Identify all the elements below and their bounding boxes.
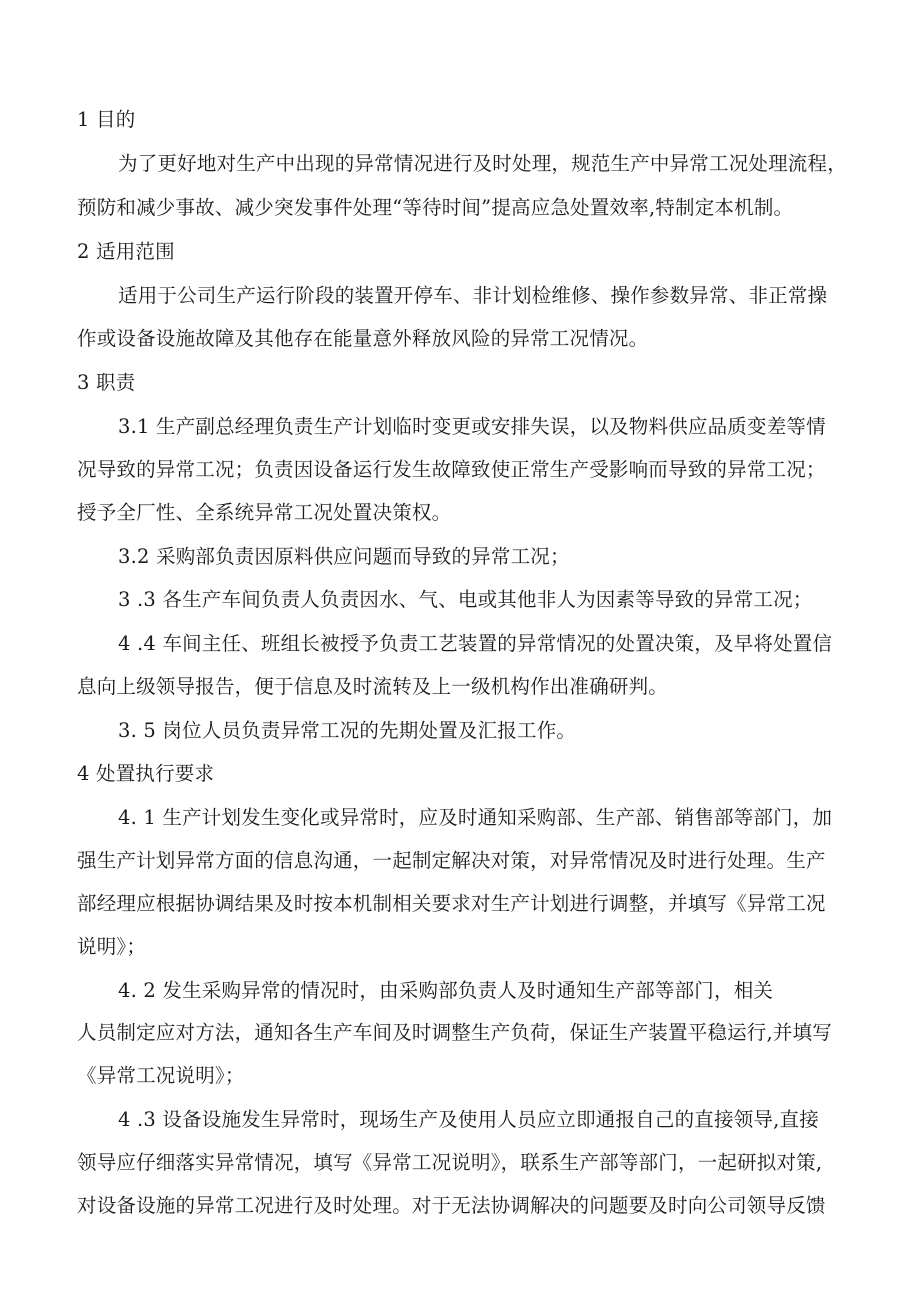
- section-heading-1: 1 目的: [77, 108, 136, 131]
- paragraph-line: 作或设备设施故障及其他存在能量意外释放风险的异常工况情况。: [77, 327, 649, 350]
- paragraph-line: 说明》；: [77, 935, 147, 958]
- paragraph-line: 3 .3 各生产车间负责人负责因水、气、电或其他非人为因素等导致的异常工况；: [118, 588, 813, 611]
- paragraph-line: 3.1 生产副总经理负责生产计划临时变更或安排失误，以及物料供应品质变差等情: [118, 415, 826, 438]
- paragraph-line: 3. 5 岗位人员负责异常工况的先期处置及汇报工作。: [118, 719, 577, 742]
- paragraph-line: 预防和减少事故、减少突发事件处理“等待时间”提高应急处置效率,特制定本机制。: [77, 196, 794, 219]
- paragraph-line: 4 .4 车间主任、班组长被授予负责工艺装置的异常情况的处置决策，及早将处置信: [118, 632, 833, 655]
- paragraph-line: 人员制定应对方法，通知各生产车间及时调整生产负荷，保证生产装置平稳运行,并填写: [77, 1021, 832, 1044]
- paragraph-line: 3.2 采购部负责因原料供应问题而导致的异常工况；: [118, 545, 570, 568]
- paragraph-line: 4. 1 生产计划发生变化或异常时，应及时通知采购部、生产部、销售部等部门，加: [118, 806, 833, 829]
- paragraph-line: 部经理应根据协调结果及时按本机制相关要求对生产计划进行调整，并填写《异常工况: [77, 892, 826, 915]
- paragraph-line: 适用于公司生产运行阶段的装置开停车、非计划检维修、操作参数异常、非正常操: [118, 284, 828, 307]
- paragraph-line: 况导致的异常工况；负责因设备运行发生故障致使正常生产受影响而导致的异常工况；: [77, 458, 826, 481]
- paragraph-line: 领导应仔细落实异常情况，填写《异常工况说明》，联系生产部等部门，一起研拟对策,: [77, 1151, 823, 1174]
- section-heading-2: 2 适用范围: [77, 240, 175, 263]
- paragraph-line: 4 .3 设备设施发生异常时，现场生产及使用人员应立即通报自己的直接领导,直接: [118, 1108, 819, 1131]
- paragraph-line: 对设备设施的异常工况进行及时处理。对于无法协调解决的问题要及时向公司领导反馈: [77, 1194, 826, 1217]
- paragraph-line: 授予全厂性、全系统异常工况处置决策权。: [77, 501, 452, 524]
- paragraph-line: 强生产计划异常方面的信息沟通，一起制定解决对策，对异常情况及时进行处理。生产: [77, 849, 826, 872]
- section-heading-4: 4 处置执行要求: [77, 762, 215, 785]
- paragraph-line: 为了更好地对生产中出现的异常情况进行及时处理，规范生产中异常工况处理流程，: [118, 152, 847, 175]
- section-heading-3: 3 职责: [77, 371, 136, 394]
- paragraph-line: 《异常工况说明》；: [77, 1064, 245, 1087]
- paragraph-line: 4. 2 发生采购异常的情况时，由采购部负责人及时通知生产部等部门，相关: [118, 979, 774, 1002]
- paragraph-line: 息向上级领导报告，便于信息及时流转及上一级机构作出准确研判。: [77, 675, 669, 698]
